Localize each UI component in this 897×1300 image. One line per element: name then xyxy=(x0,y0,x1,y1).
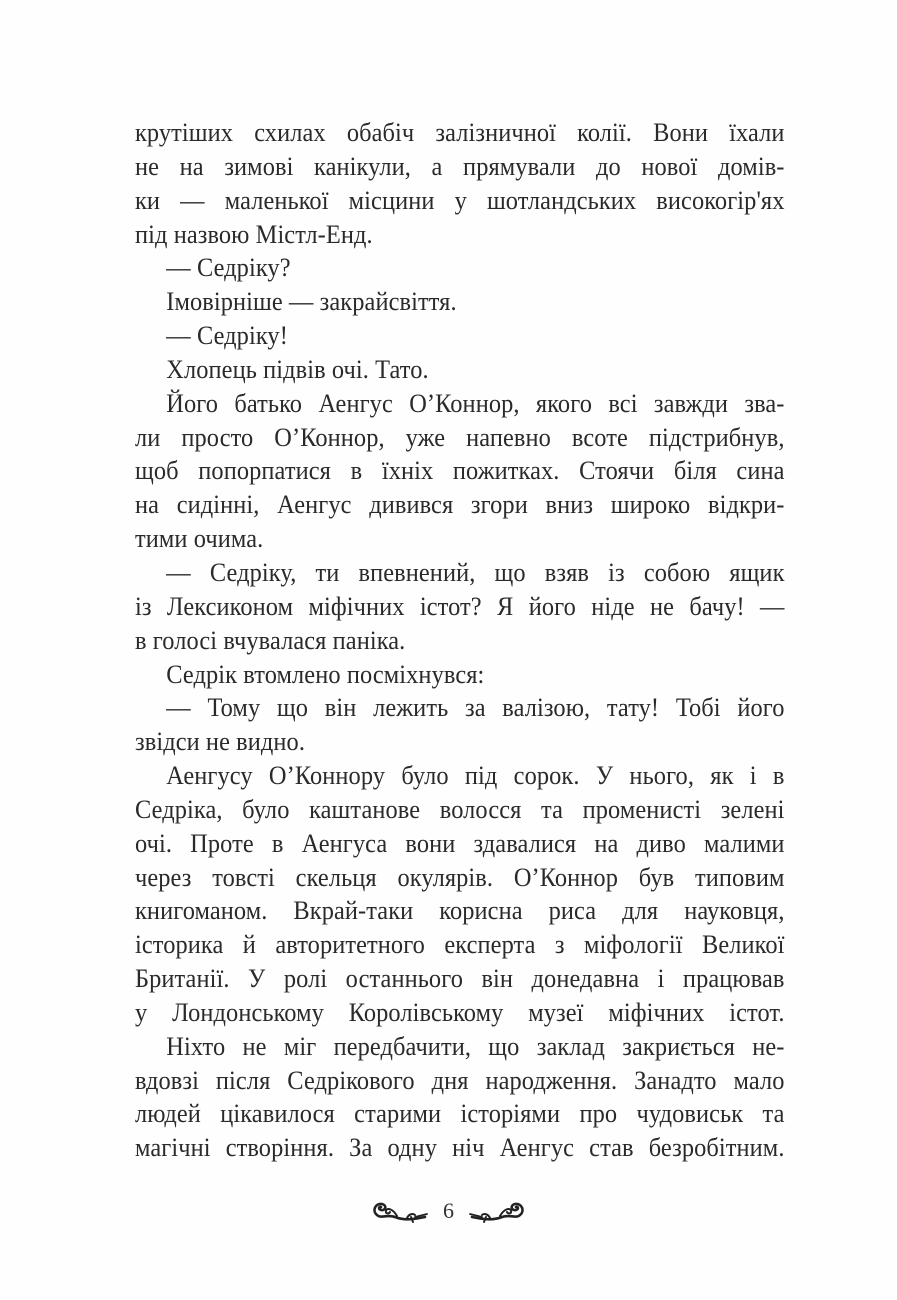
text-line: ки — маленької місцини у шотландських високогір'ях xyxy=(135,184,785,215)
text-line: — Седріку? xyxy=(166,252,291,283)
page-number: 6 xyxy=(443,1198,454,1223)
text-line: Імовірніше — закрайсвіття. xyxy=(166,286,457,317)
text-line: на сидінні, Аенгус дивився згори вниз широко відкри- xyxy=(135,489,785,520)
text-line: Аенгусу О’Коннору було під сорок. У нього, як і в xyxy=(166,760,785,791)
text-line: із Лексиконом міфічних істот? Я його ніде не бачу! — xyxy=(135,590,785,621)
text-line: Седрік втомлено посміхнувся: xyxy=(166,658,485,689)
text-line: Його батько Аенгус О’Коннор, якого всі завжди зва- xyxy=(166,387,785,418)
text-line: людей цікавилося старими історіями про чудовиськ та xyxy=(135,1098,785,1129)
scroll-ornament-right-icon xyxy=(468,1197,530,1225)
text-line: книгоманом. Вкрай-таки корисна риса для науковця, xyxy=(135,895,785,926)
text-line: — Тому що він лежить за валізою, тату! Тобі його xyxy=(166,692,785,723)
text-line: не на зимові канікули, а прямували до нової домів- xyxy=(135,150,785,181)
text-line: у Лондонському Королівському музеї міфічних істот. xyxy=(135,996,785,1027)
text-line: під назвою Містл-Енд. xyxy=(135,218,373,249)
text-line: через товсті скельця окулярів. О’Коннор був типовим xyxy=(135,861,785,892)
text-line: очі. Проте в Аенгуса вони здавалися на диво малими xyxy=(135,827,785,858)
text-line: тими очима. xyxy=(135,523,264,554)
text-line: магічні створіння. За одну ніч Аенгус став безробітним. xyxy=(135,1132,785,1163)
body-text xyxy=(135,116,785,1165)
text-line: Хлопець підвів очі. Тато. xyxy=(166,353,429,384)
text-line: ли просто О’Коннор, уже напевно всоте підстрибнув, xyxy=(135,421,785,452)
text-line: звідси не видно. xyxy=(135,726,306,757)
text-line: щоб попорпатися в їхніх пожитках. Стоячи біля сина xyxy=(135,455,785,486)
scroll-ornament-left-icon xyxy=(367,1197,429,1225)
text-line: Британії. У ролі останнього він донедавна і працював xyxy=(135,963,785,994)
text-line: Ніхто не міг передбачити, що заклад закриється не- xyxy=(166,1030,785,1061)
text-line: — Седріку, ти впевнений, що взяв із собою ящик xyxy=(166,556,785,587)
page-footer xyxy=(0,1193,897,1229)
text-line: Седріка, було каштанове волосся та променисті зелені xyxy=(135,793,785,824)
text-line: — Седріку! xyxy=(166,320,288,351)
text-line: в голосі вчувалася паніка. xyxy=(135,624,406,655)
text-line: історика й авторитетного експерта з міфології Великої xyxy=(135,929,785,960)
text-line: вдовзі після Седрікового дня народження. Занадто мало xyxy=(135,1064,785,1095)
text-line: крутіших схилах обабіч залізничної колії. Вони їхали xyxy=(135,117,785,147)
